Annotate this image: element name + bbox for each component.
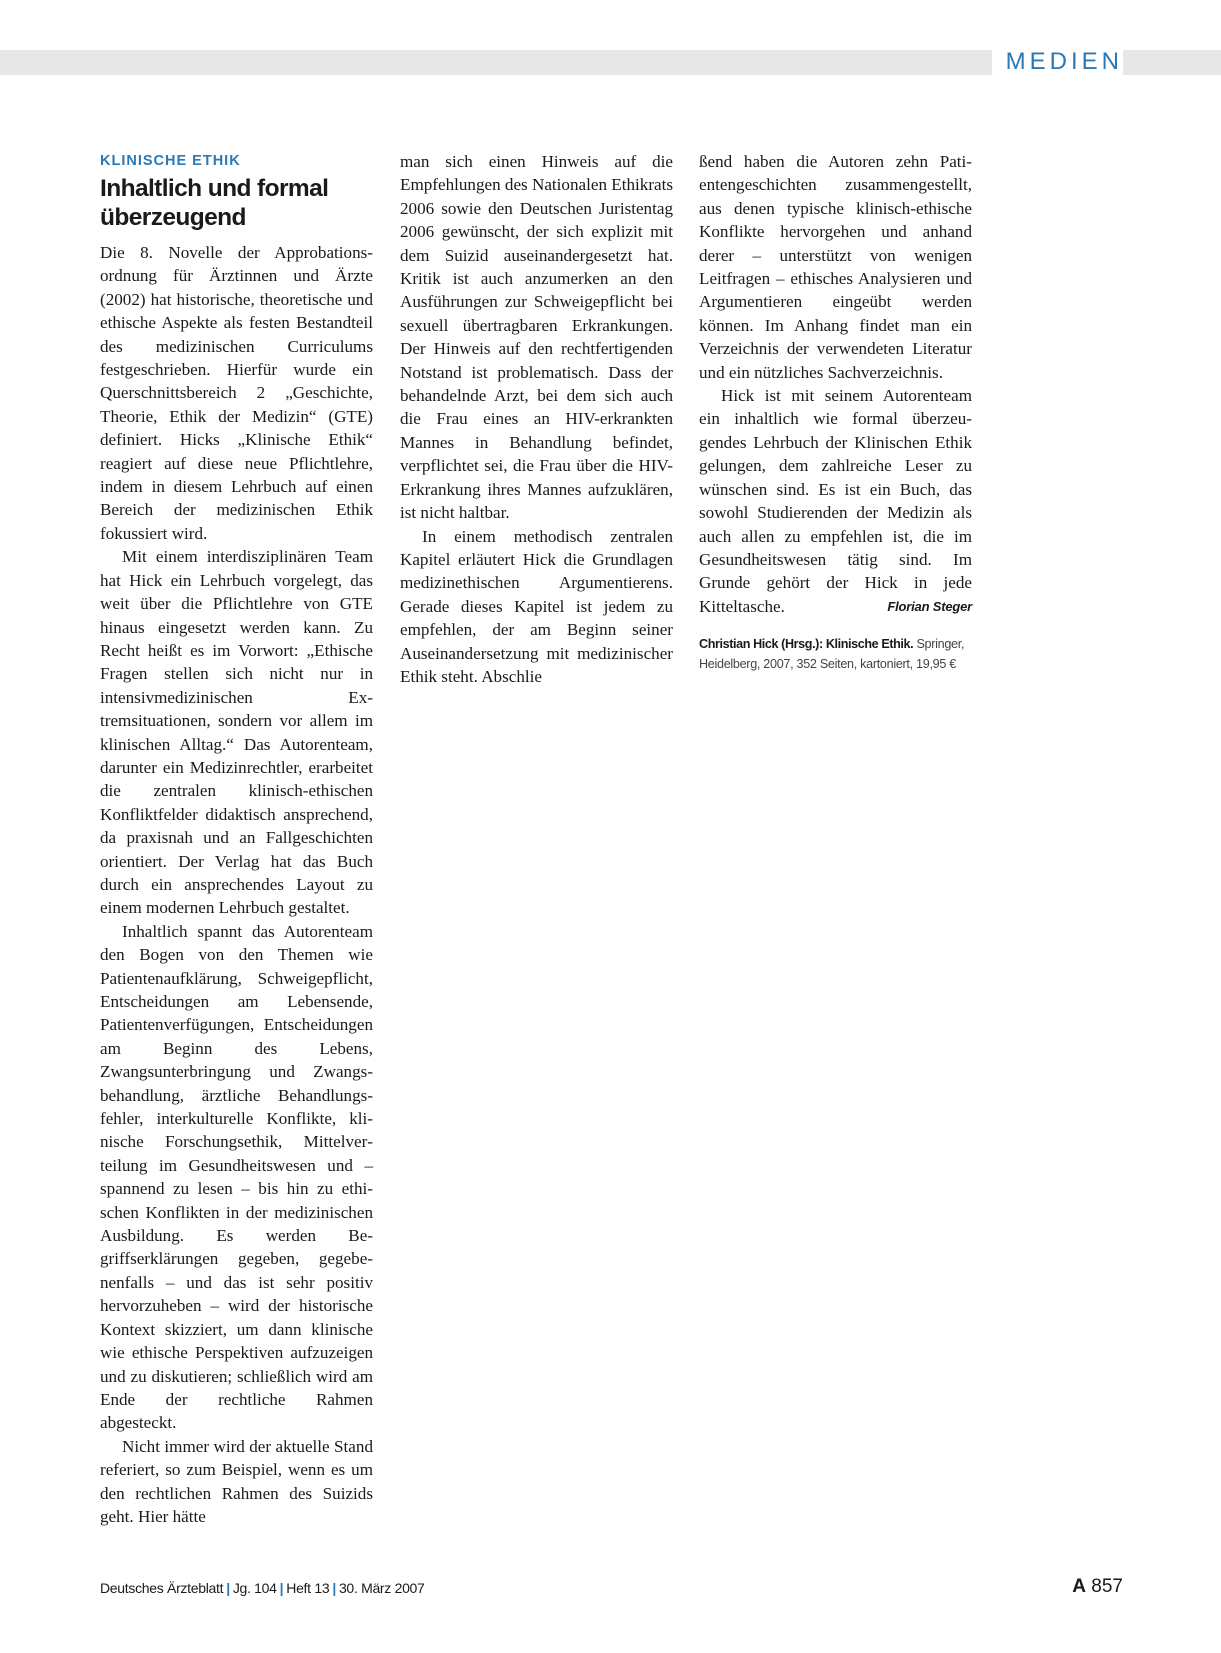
article-kicker: KLINISCHE ETHIK (100, 153, 241, 169)
paragraph-text: Hick ist mit seinem Autorenteam ein inhaltlich wie formal überzeugendes Lehrbuch der Klinischen Ethik gelungen, dem zahlreiche Leser zu wünschen sind. Es ist ein Buch, das sowohl Studierenden der Medizin als auch allen zu empfehlen ist, die im Gesundheitswesen tätig sind. Im Grunde gehört der Hick in jede Kitteltasche. (699, 386, 972, 616)
journal-name: Deutsches Ärzteblatt (100, 1580, 224, 1596)
paragraph: Mit einem interdisziplinären Team hat Hick ein Lehrbuch vorgelegt, das weit über die Pflichtlehre von GTE hinaus eingesetzt werden kann. Zu Recht heißt es im Vorwort: „Ethische Fragen stellen sich nicht nur in intensivmedizinischen Extremsituationen, sondern vor allem im klinischen Alltag.“ Das Autorenteam, darunter ein Medizinrechtler, erarbeitet die zentralen klinisch-ethischen Konfliktfelder didaktisch ansprechend, da praxisnah und an Fallgeschichten orientiert. Der Verlag hat das Buch durch ein ansprechendes Layout zu einem modernen Lehrbuch gestaltet. (100, 547, 373, 918)
book-info (699, 634, 972, 674)
paragraph: In einem methodisch zentralen Kapitel erläutert Hick die Grundlagen medizinethischen Argumentierens. Gerade dieses Kapitel ist jedem zu empfehlen, der am Beginn seiner Auseinandersetzung mit medizinischer Ethik steht. Abschlie (400, 526, 673, 686)
volume: Jg. 104 (232, 1580, 277, 1596)
article-headline: Inhaltlich und formal überzeugend (100, 175, 329, 231)
footer (100, 1580, 425, 1596)
section-label: MEDIEN (992, 46, 1123, 78)
book-details: Springer, Heidelberg, 2007, 352 Seiten, kartoniert, 19,95 € (699, 637, 965, 672)
column-2 (400, 150, 673, 688)
issue: Heft 13 (286, 1580, 330, 1596)
paragraph-last (699, 384, 972, 618)
issue-date: 30. März 2007 (338, 1580, 425, 1596)
book-title: Christian Hick (Hrsg.): Klinische Ethik. (699, 637, 914, 652)
separator: | (279, 1580, 284, 1596)
page-number (1072, 1576, 1123, 1598)
separator: | (226, 1580, 230, 1596)
paragraph: Nicht immer wird der aktuelle Stand referiert, so zum Beispiel, wenn es um den rechtlichen Rahmen des Suizids geht. Hier hätte (100, 1436, 373, 1526)
paragraph: Inhaltlich spannt das Autorenteam den Bogen von den Themen wie Patientenaufklärung, Schweigepflicht, Entscheidungen am Lebensende, Patientenverfügungen, Entscheidungen am Beginn des Lebens, Zwangsunterbringung und Zwangsbehandlung, ärztliche Behandlungsfehler, interkulturelle Konflikte, klinische Forschungsethik, Mittelverteilung im Gesundheitswesen und – spannend zu lesen – bis hin zu ethischen Konflikten in der medizinischen Ausbildung. Es werden Begriffserklärungen gegeben, gegebenenfalls – und das ist sehr positiv hervorzuheben – wird der historische Kontext skizziert, um dann klinische wie ethische Perspektiven aufzuzeigen und zu diskutieren; schließlich wird am Ende der rechtliche Rahmen abgesteckt. (100, 921, 373, 1433)
paragraph: man sich einen Hinweis auf die Empfehlungen des Nationalen Ethikrats 2006 sowie den Deutschen Juristentag 2006 gewünscht, der sich explizit mit dem Suizid auseinandergesetzt hat. Kritik ist auch anzumerken an den Ausführungen zur Schweigepflicht bei sexuell übertragbaren Erkrankungen. Der Hinweis auf den rechtfertigenden Notstand ist problematisch. Dass der behandelnde Arzt, bei dem sich auch die Frau eines an HIV-erkrankten Mannes in Behandlung befindet, verpflichtet sei, die Frau über die HIV-Erkrankung ihres Mannes aufzuklären, ist nicht haltbar. (400, 152, 673, 523)
page-number-value: 857 (1091, 1576, 1123, 1597)
paragraph: ßend haben die Autoren zehn Patientengeschichten zusammengestellt, aus denen typische klinisch-ethische Konflikte hervorgehen und anhand derer – unterstützt von wenigen Leitfragen – ethisches Analysieren und Argumentieren eingeübt werden können. Im Anhang findet man ein Verzeichnis der verwendeten Literatur und ein nützliches Sachverzeichnis. (699, 152, 972, 382)
page-prefix: A (1072, 1576, 1087, 1597)
paragraph: Die 8. Novelle der Approbationsordnung für Ärztinnen und Ärzte (2002) hat historische, theoretische und ethische Aspekte als festen Bestandteil des medizinischen Curriculums festgeschrieben. Hierfür wurde ein Querschnittsbereich 2 „Geschichte, Theorie, Ethik der Medizin“ (GTE) definiert. Hicks „Klinische Ethik“ reagiert auf diese neue Pflichtlehre, indem in diesem Lehrbuch auf einen Bereich der medizinischen Ethik fokussiert wird. (100, 243, 373, 543)
author-name: Florian Steger (887, 598, 972, 614)
column-3 (699, 150, 972, 674)
column-1 (100, 150, 373, 1528)
separator: | (332, 1580, 336, 1596)
